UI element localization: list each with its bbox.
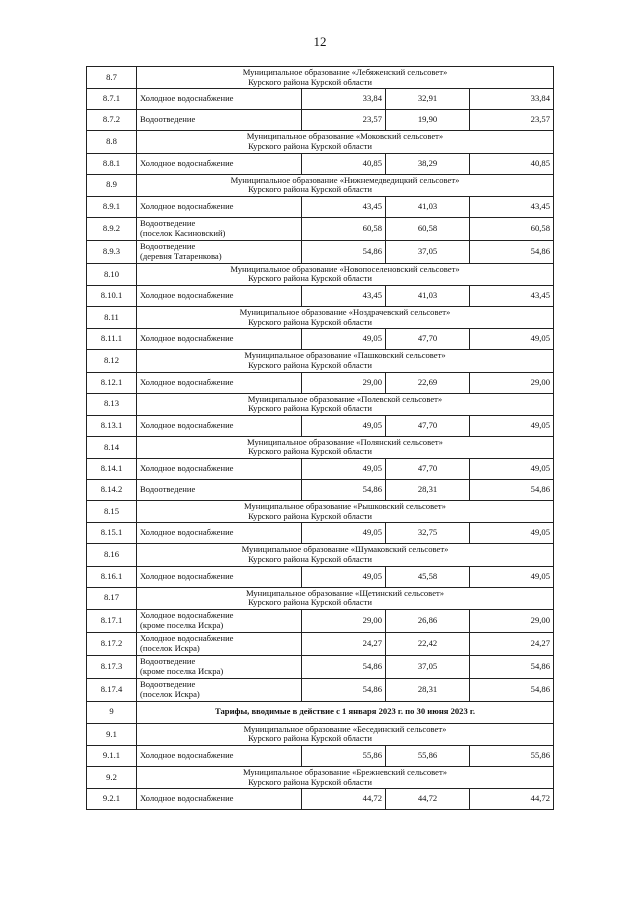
municipality-title (137, 307, 554, 329)
tariff-row (87, 196, 554, 217)
tariff-value-3: 23,57 (470, 110, 554, 131)
tariff-value-3: 29,00 (470, 609, 554, 632)
row-number: 8.12 (87, 350, 137, 372)
municipality-header-row (87, 587, 554, 609)
municipality-title (137, 544, 554, 566)
municipality-region: Курского района Курской области (248, 140, 372, 151)
service-name (137, 240, 302, 263)
tariff-row (87, 523, 554, 544)
tariff-value-1: 54,86 (302, 480, 386, 501)
service-name (137, 480, 302, 501)
municipality-header-row (87, 767, 554, 789)
service-name (137, 678, 302, 701)
municipality-header-row (87, 501, 554, 523)
service-name (137, 566, 302, 587)
municipality-title (137, 587, 554, 609)
tariff-row (87, 329, 554, 350)
row-number: 8.17 (87, 587, 137, 609)
tariff-value-3: 49,05 (470, 566, 554, 587)
municipality-region: Курского района Курской области (248, 733, 372, 744)
row-number: 9.1 (87, 723, 137, 745)
service-label: Холодное водоснабжение (140, 527, 234, 538)
tariff-row (87, 217, 554, 240)
row-number: 9 (87, 701, 137, 723)
tariff-row (87, 746, 554, 767)
tariff-value-3: 49,05 (470, 523, 554, 544)
tariff-value-2: 28,31 (386, 678, 470, 701)
service-name (137, 89, 302, 110)
municipality-region: Курского района Курской области (248, 184, 372, 195)
tariff-value-3: 54,86 (470, 655, 554, 678)
tariff-value-2: 37,05 (386, 240, 470, 263)
service-label: Водоотведение (140, 679, 196, 690)
municipality-region: Курского района Курской области (248, 510, 372, 521)
tariff-value-1: 49,05 (302, 566, 386, 587)
tariff-value-3: 49,05 (470, 459, 554, 480)
tariff-value-1: 43,45 (302, 286, 386, 307)
service-qualifier: (кроме поселка Искра) (140, 619, 224, 630)
tariff-value-2: 41,03 (386, 286, 470, 307)
municipality-title (137, 723, 554, 745)
tariff-value-2: 47,70 (386, 329, 470, 350)
tariff-value-1: 44,72 (302, 789, 386, 810)
row-number: 8.14.1 (87, 459, 137, 480)
municipality-title (137, 501, 554, 523)
row-number: 8.12.1 (87, 372, 137, 393)
service-name (137, 217, 302, 240)
service-label: Холодное водоснабжение (140, 200, 234, 211)
tariff-row (87, 678, 554, 701)
service-label: Холодное водоснабжение (140, 93, 234, 104)
tariff-value-1: 49,05 (302, 459, 386, 480)
service-name (137, 789, 302, 810)
tariff-value-3: 40,85 (470, 153, 554, 174)
municipality-title (137, 67, 554, 89)
tariff-value-2: 45,58 (386, 566, 470, 587)
tariff-row (87, 153, 554, 174)
municipality-region: Курского района Курской области (248, 553, 372, 564)
tariff-value-3: 43,45 (470, 286, 554, 307)
tariff-value-1: 49,05 (302, 415, 386, 436)
municipality-region: Курского района Курской области (248, 273, 372, 284)
tariff-value-1: 43,45 (302, 196, 386, 217)
tariff-value-1: 49,05 (302, 329, 386, 350)
row-number: 8.9.3 (87, 240, 137, 263)
row-number: 8.17.4 (87, 678, 137, 701)
row-number: 9.1.1 (87, 746, 137, 767)
municipality-header-row (87, 393, 554, 415)
tariff-value-1: 29,00 (302, 609, 386, 632)
period-title: Тарифы, вводимые в действие с 1 января 2023 г. по 30 июня 2023 г. (137, 701, 554, 723)
municipality-name: Муниципальное образование «Бесединский сельсовет» (243, 723, 447, 734)
municipality-header-row (87, 131, 554, 153)
municipality-header-row (87, 307, 554, 329)
municipality-region: Курского района Курской области (248, 446, 372, 457)
row-number: 8.14.2 (87, 480, 137, 501)
service-name (137, 655, 302, 678)
service-qualifier: (деревня Татаренкова) (140, 250, 222, 261)
page-number: 12 (313, 34, 327, 49)
row-number: 8.13 (87, 393, 137, 415)
tariff-value-3: 54,86 (470, 678, 554, 701)
service-name (137, 415, 302, 436)
tariff-value-2: 41,03 (386, 196, 470, 217)
service-name (137, 196, 302, 217)
tariff-row (87, 372, 554, 393)
service-qualifier: (поселок Касиновский) (140, 227, 226, 238)
tariff-value-2: 37,05 (386, 655, 470, 678)
tariff-value-1: 54,86 (302, 678, 386, 701)
tariff-value-3: 24,27 (470, 632, 554, 655)
tariff-value-1: 54,86 (302, 240, 386, 263)
tariff-value-2: 60,58 (386, 217, 470, 240)
service-label: Холодное водоснабжение (140, 290, 234, 301)
municipality-title (137, 131, 554, 153)
municipality-header-row (87, 723, 554, 745)
row-number: 8.9.2 (87, 217, 137, 240)
tariff-row (87, 480, 554, 501)
municipality-name: Муниципальное образование «Пашковский сельсовет» (244, 350, 446, 361)
municipality-title (137, 350, 554, 372)
tariff-row (87, 415, 554, 436)
row-number: 8.10 (87, 263, 137, 285)
service-name (137, 329, 302, 350)
service-label: Холодное водоснабжение (140, 750, 234, 761)
municipality-name: Муниципальное образование «Новопоселеновский сельсовет» (230, 263, 460, 274)
municipality-name: Муниципальное образование «Рышковский сельсовет» (244, 501, 446, 511)
tariff-value-1: 29,00 (302, 372, 386, 393)
row-number: 8.11.1 (87, 329, 137, 350)
row-number: 8.17.1 (87, 609, 137, 632)
tariff-value-2: 32,91 (386, 89, 470, 110)
service-qualifier: (кроме поселка Искра) (140, 665, 224, 676)
tariff-value-2: 44,72 (386, 789, 470, 810)
tariff-value-3: 33,84 (470, 89, 554, 110)
row-number: 8.7 (87, 67, 137, 89)
service-name (137, 110, 302, 131)
municipality-name: Муниципальное образование «Полянский сельсовет» (247, 436, 443, 447)
service-label: Холодное водоснабжение (140, 610, 234, 621)
service-name (137, 459, 302, 480)
tariff-row (87, 609, 554, 632)
municipality-name: Муниципальное образование «Моковский сельсовет» (246, 131, 444, 142)
municipality-header-row (87, 263, 554, 285)
tariff-value-2: 55,86 (386, 746, 470, 767)
municipality-name: Муниципальное образование «Нижнемедведицкий сельсовет» (230, 174, 460, 185)
row-number: 8.14 (87, 436, 137, 458)
row-number: 9.2 (87, 767, 137, 789)
municipality-region: Курского района Курской области (248, 316, 372, 327)
municipality-title (137, 436, 554, 458)
service-label: Водоотведение (140, 241, 196, 252)
row-number: 8.13.1 (87, 415, 137, 436)
tariff-value-3: 49,05 (470, 329, 554, 350)
service-label: Холодное водоснабжение (140, 633, 234, 644)
tariff-value-1: 60,58 (302, 217, 386, 240)
service-name (137, 372, 302, 393)
row-number: 8.8 (87, 131, 137, 153)
tariff-value-2: 47,70 (386, 415, 470, 436)
municipality-region: Курского района Курской области (248, 76, 372, 87)
tariff-row (87, 286, 554, 307)
tariff-value-3: 54,86 (470, 240, 554, 263)
tariff-table-body (87, 67, 554, 810)
service-label: Холодное водоснабжение (140, 376, 234, 387)
tariff-value-3: 49,05 (470, 415, 554, 436)
municipality-name: Муниципальное образование «Ноздрачевский сельсовет» (239, 307, 451, 317)
period-header-row (87, 701, 554, 723)
tariff-value-2: 26,86 (386, 609, 470, 632)
municipality-name: Муниципальное образование «Щетинский сельсовет» (245, 587, 445, 598)
row-number: 8.15 (87, 501, 137, 523)
row-number: 8.9 (87, 174, 137, 196)
tariff-value-2: 22,42 (386, 632, 470, 655)
tariff-value-1: 54,86 (302, 655, 386, 678)
municipality-header-row (87, 544, 554, 566)
municipality-header-row (87, 436, 554, 458)
tariff-value-1: 24,27 (302, 632, 386, 655)
service-name (137, 632, 302, 655)
row-number: 8.7.2 (87, 110, 137, 131)
municipality-title (137, 174, 554, 196)
service-name (137, 609, 302, 632)
service-label: Водоотведение (140, 484, 196, 495)
service-label: Холодное водоснабжение (140, 793, 234, 804)
tariff-value-3: 54,86 (470, 480, 554, 501)
service-name (137, 523, 302, 544)
service-label: Водоотведение (140, 114, 196, 125)
tariff-row (87, 789, 554, 810)
municipality-name: Муниципальное образование «Брежневский сельсовет» (242, 767, 448, 777)
service-qualifier: (поселок Искра) (140, 688, 200, 699)
row-number: 8.17.3 (87, 655, 137, 678)
tariff-row (87, 89, 554, 110)
tariff-value-2: 19,90 (386, 110, 470, 131)
service-label: Холодное водоснабжение (140, 463, 234, 474)
row-number: 8.7.1 (87, 89, 137, 110)
row-number: 8.9.1 (87, 196, 137, 217)
row-number: 8.16.1 (87, 566, 137, 587)
service-label: Водоотведение (140, 218, 196, 229)
tariff-value-3: 55,86 (470, 746, 554, 767)
municipality-name: Муниципальное образование «Лебяженский сельсовет» (242, 67, 448, 77)
municipality-header-row (87, 174, 554, 196)
tariff-value-3: 43,45 (470, 196, 554, 217)
tariff-row (87, 240, 554, 263)
municipality-name: Муниципальное образование «Шумаковский сельсовет» (241, 544, 449, 555)
row-number: 8.10.1 (87, 286, 137, 307)
tariff-value-3: 44,72 (470, 789, 554, 810)
tariff-value-1: 49,05 (302, 523, 386, 544)
tariff-value-2: 47,70 (386, 459, 470, 480)
tariff-value-1: 40,85 (302, 153, 386, 174)
municipality-region: Курского района Курской области (248, 403, 372, 414)
service-label: Холодное водоснабжение (140, 570, 234, 581)
tariff-row (87, 459, 554, 480)
row-number: 8.11 (87, 307, 137, 329)
row-number: 8.8.1 (87, 153, 137, 174)
service-qualifier: (поселок Искра) (140, 642, 200, 653)
service-label: Холодное водоснабжение (140, 157, 234, 168)
service-label: Водоотведение (140, 656, 196, 667)
tariff-row (87, 655, 554, 678)
tariff-value-2: 28,31 (386, 480, 470, 501)
service-name (137, 286, 302, 307)
service-name (137, 153, 302, 174)
row-number: 8.15.1 (87, 523, 137, 544)
tariff-table (86, 66, 554, 810)
municipality-title (137, 767, 554, 789)
tariff-row (87, 632, 554, 655)
municipality-region: Курского района Курской области (248, 776, 372, 787)
municipality-region: Курского района Курской области (248, 359, 372, 370)
municipality-title (137, 263, 554, 285)
tariff-row (87, 566, 554, 587)
tariff-value-2: 38,29 (386, 153, 470, 174)
tariff-value-1: 23,57 (302, 110, 386, 131)
municipality-header-row (87, 67, 554, 89)
municipality-region: Курского района Курской области (248, 597, 372, 608)
service-label: Холодное водоснабжение (140, 333, 234, 344)
tariff-value-1: 55,86 (302, 746, 386, 767)
service-label: Холодное водоснабжение (140, 419, 234, 430)
municipality-header-row (87, 350, 554, 372)
tariff-value-2: 22,69 (386, 372, 470, 393)
row-number: 8.17.2 (87, 632, 137, 655)
tariff-value-2: 32,75 (386, 523, 470, 544)
tariff-row (87, 110, 554, 131)
tariff-value-1: 33,84 (302, 89, 386, 110)
row-number: 8.16 (87, 544, 137, 566)
municipality-title (137, 393, 554, 415)
tariff-value-3: 29,00 (470, 372, 554, 393)
service-name (137, 746, 302, 767)
tariff-value-3: 60,58 (470, 217, 554, 240)
row-number: 9.2.1 (87, 789, 137, 810)
municipality-name: Муниципальное образование «Полевской сельсовет» (247, 393, 443, 404)
